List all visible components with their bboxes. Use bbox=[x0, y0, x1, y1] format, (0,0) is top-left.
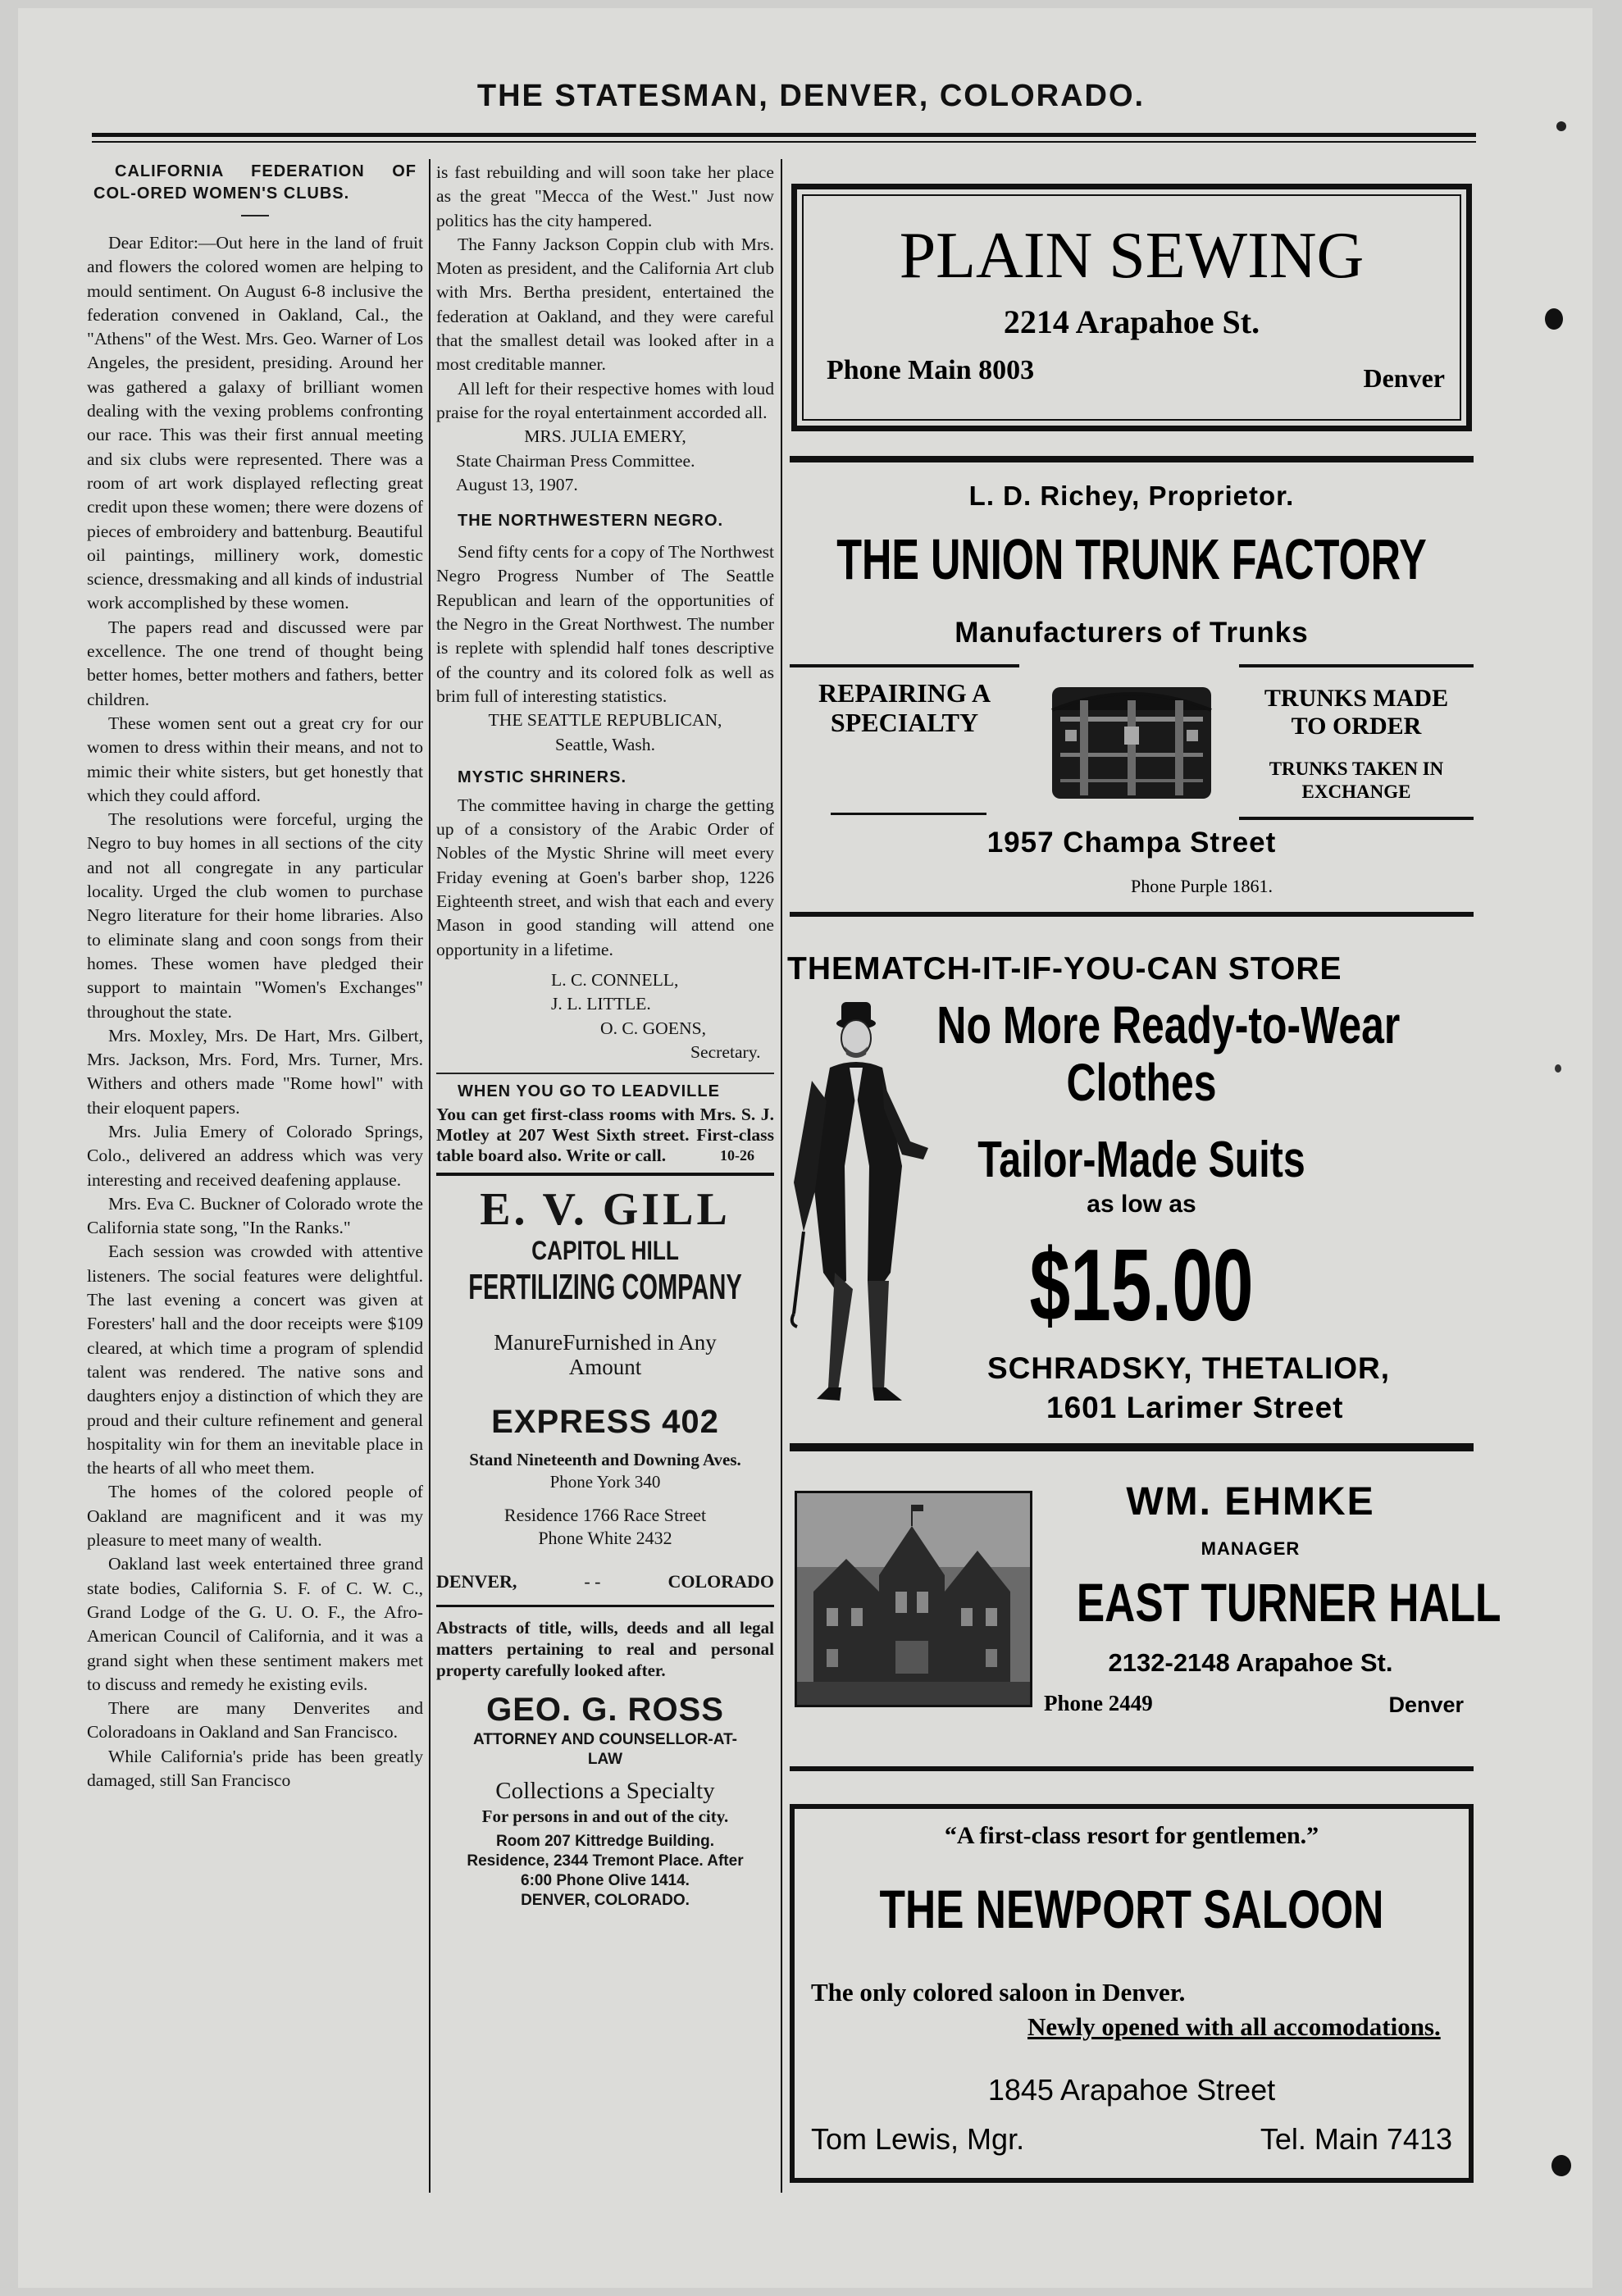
masthead: THE STATESMAN, DENVER, COLORADO. bbox=[476, 79, 1146, 113]
match-tailor-made: Tailor-Made Suits bbox=[977, 1132, 1305, 1188]
signature-date: August 13, 1907. bbox=[456, 474, 578, 494]
ad-match-store bbox=[786, 917, 1476, 1442]
trunk-phone: Phone Purple 1861. bbox=[1131, 876, 1273, 896]
ehmke-phone: Phone 2449 bbox=[1044, 1691, 1153, 1715]
ross-title: ATTORNEY AND COUNSELLOR-AT-LAW bbox=[473, 1731, 737, 1769]
sewing-title: PLAIN SEWING bbox=[899, 220, 1365, 292]
column-1 bbox=[87, 161, 423, 1793]
trunk-repairing-1: REPAIRING A bbox=[818, 678, 991, 708]
article-heading-shriners: MYSTIC SHRINERS. bbox=[458, 768, 627, 786]
gill-name: E. V. GILL bbox=[480, 1184, 731, 1236]
binding-hole bbox=[1555, 1064, 1561, 1073]
article-paragraph: The committee having in charge the getting up of a consistory of the Arabic Order of Nobles of the Mystic Shrine will meet every Friday evening at Goen's barber shop, 1226 Eighteenth street, and wish that each and every Mason in good standing will attend one opportunity in a lifetime. bbox=[436, 795, 774, 959]
article-paragraph: Mrs. Eva C. Buckner of Colorado wrote the California state song, "In the Ranks." bbox=[87, 1193, 423, 1238]
column-rule-2 bbox=[781, 159, 782, 2193]
article-paragraph: There are many Denverites and Coloradoans in Oakland and San Francisco. bbox=[87, 1698, 423, 1742]
newport-name: THE NEWPORT SALOON bbox=[879, 1879, 1384, 1939]
newport-quote: “A first-class resort for gentlemen.” bbox=[944, 1822, 1319, 1849]
signature-title: State Chairman Press Committee. bbox=[456, 450, 695, 471]
signature-place: Seattle, Wash. bbox=[554, 734, 655, 754]
gill-express: EXPRESS 402 bbox=[491, 1404, 719, 1441]
article-paragraph: The Fanny Jackson Coppin club with Mrs. Moten as president, and the California Art club with Mrs. Bertha president, entertained the federation at Oakland, and they were careful that the smallest detail was looked after in a most creditable manner. bbox=[436, 234, 774, 375]
ross-name: GEO. G. ROSS bbox=[486, 1692, 724, 1729]
ross-abstract: Abstracts of title, wills, deeds and all legal matters pertaining to real and personal property carefully looked after. bbox=[436, 1618, 774, 1681]
ad-union-trunk bbox=[790, 472, 1474, 907]
ehmke-hall: EAST TURNER HALL bbox=[1076, 1572, 1501, 1633]
trunk-taken-2: EXCHANGE bbox=[1301, 781, 1411, 802]
match-schradsky: SCHRADSKY, THETALIOR, bbox=[987, 1351, 1391, 1385]
binding-hole bbox=[1551, 2155, 1571, 2176]
newport-telephone: Tel. Main 7413 bbox=[1260, 2122, 1452, 2156]
article-paragraph: The homes of the colored people of Oakland are magnificent and it was my pleasure to meet many of wealth. bbox=[87, 1482, 423, 1551]
gill-stand: Stand Nineteenth and Downing Aves. bbox=[469, 1450, 741, 1470]
match-no-more: No More Ready-to-Wear bbox=[936, 995, 1401, 1055]
gill-state: COLORADO bbox=[667, 1571, 774, 1592]
match-title: THEMATCH-IT-IF-YOU-CAN STORE bbox=[787, 951, 1342, 986]
newport-manager: Tom Lewis, Mgr. bbox=[811, 2122, 1025, 2156]
ross-room: Room 207 Kittredge Building. bbox=[495, 1833, 715, 1851]
masthead-rule-thin bbox=[92, 141, 1476, 143]
article-paragraph: Oakland last week entertained three grand state bodies, California S. F. of C. W. C., Grand Lodge of the G. U. O. F., the Afro-American Council of California, and it was a grand sight when these sentiment makers met to discuss and remedy he existing evils. bbox=[87, 1554, 423, 1694]
signature-title: Secretary. bbox=[690, 1041, 761, 1062]
signature-name: J. L. LITTLE. bbox=[551, 994, 651, 1014]
trunk-made-1: TRUNKS MADE bbox=[1264, 685, 1449, 712]
sewing-city: Denver bbox=[1363, 363, 1445, 393]
ad-plain-sewing bbox=[791, 184, 1472, 431]
newport-newly-opened: Newly opened with all accomodations. bbox=[1027, 2012, 1441, 2041]
gill-manure-2: Amount bbox=[568, 1355, 642, 1380]
ross-collections: Collections a Specialty bbox=[495, 1778, 715, 1805]
match-clothes: Clothes bbox=[1066, 1053, 1217, 1112]
heading-dash bbox=[241, 215, 269, 216]
trunk-repairing-2: SPECIALTY bbox=[830, 708, 979, 737]
article-heading-california: CALIFORNIA FEDERATION OF COL-ORED WOMEN'S CLUBS. bbox=[93, 162, 417, 203]
ad-heading-leadville: WHEN YOU GO TO LEADVILLE bbox=[458, 1082, 720, 1101]
trunk-factory-name: THE UNION TRUNK FACTORY bbox=[836, 527, 1427, 591]
match-price: $15.00 bbox=[1029, 1229, 1254, 1342]
gill-phone-york: Phone York 340 bbox=[549, 1472, 661, 1492]
binding-hole bbox=[1545, 308, 1563, 330]
ad-divider bbox=[790, 456, 1474, 462]
column-2 bbox=[436, 161, 774, 1911]
ehmke-city: Denver bbox=[1388, 1692, 1464, 1717]
article-paragraph: Mrs. Julia Emery of Colorado Springs, Colo., delivered an address which was very interesting and received deafening applause. bbox=[87, 1121, 423, 1190]
ad-divider bbox=[790, 1443, 1474, 1451]
article-continued: is fast rebuilding and will soon take her place as the great "Mecca of the West." Just now politics has the city hampered. bbox=[436, 162, 774, 230]
masthead-rule bbox=[92, 133, 1476, 137]
article-paragraph: While California's pride has been greatly damaged, still San Francisco bbox=[87, 1746, 423, 1790]
article-heading-northwestern: THE NORTHWESTERN NEGRO. bbox=[458, 512, 724, 531]
article-paragraph: All left for their respective homes with loud praise for the royal entertainment accorded all. bbox=[436, 378, 774, 422]
gill-capitol-hill: CAPITOL HILL bbox=[531, 1236, 679, 1266]
ehmke-address: 2132-2148 Arapahoe St. bbox=[1108, 1648, 1393, 1677]
ad-divider bbox=[790, 1766, 1474, 1771]
ehmke-name: WM. EHMKE bbox=[1126, 1480, 1375, 1524]
trunk-taken-1: TRUNKS TAKEN IN bbox=[1269, 758, 1444, 779]
trunk-made-2: TO ORDER bbox=[1291, 713, 1422, 740]
ad-ross bbox=[436, 1617, 774, 1911]
binding-hole bbox=[1556, 121, 1566, 131]
signature-name: L. C. CONNELL, bbox=[551, 969, 679, 990]
ross-for: For persons in and out of the city. bbox=[481, 1806, 729, 1827]
signature-name: O. C. GOENS, bbox=[600, 1018, 706, 1038]
sewing-phone: Phone Main 8003 bbox=[827, 355, 1035, 385]
section-rule bbox=[436, 1605, 774, 1607]
gill-city: DENVER, bbox=[436, 1571, 517, 1592]
gill-residence: Residence 1766 Race Street bbox=[503, 1505, 707, 1526]
signature-name: THE SEATTLE REPUBLICAN, bbox=[488, 710, 722, 731]
ross-residence: Residence, 2344 Tremont Place. After bbox=[467, 1852, 744, 1870]
ad-body-leadville: You can get first-class rooms with Mrs. S. J. Motley at 207 West Sixth street. First-class table board also. Write or call. bbox=[436, 1105, 774, 1166]
sewing-address: 2214 Arapahoe St. bbox=[1003, 303, 1260, 340]
article-paragraph: Send fifty cents for a copy of The Northwest Negro Progress Number of The Seattle Republican and learn of the opportunities of the Negro in the Great Northwest. The number is replete with splendid half tones descriptive of the country and its colored folk as well as brim full of interesting statistics. bbox=[436, 542, 774, 706]
trunk-manufacturers: Manufacturers of Trunks bbox=[955, 617, 1309, 649]
ad-gill bbox=[436, 1184, 774, 1593]
trunk-illustration-icon bbox=[1049, 677, 1214, 802]
column-rule-1 bbox=[429, 159, 431, 2193]
article-paragraph: The papers read and discussed were par excellence. The one trend of thought being better homes, better mothers and fathers, better children. bbox=[87, 617, 423, 709]
article-paragraph: Mrs. Moxley, Mrs. De Hart, Mrs. Gilbert, Mrs. Jackson, Mrs. Ford, Mrs. Turner, Mrs. Withers and others made "Rome howl" with their eloquent papers. bbox=[87, 1025, 423, 1118]
ad-east-turner-hall bbox=[790, 1453, 1501, 1765]
ehmke-manager: MANAGER bbox=[1201, 1538, 1301, 1559]
match-as-low-as: as low as bbox=[1087, 1191, 1196, 1218]
newport-address: 1845 Arapahoe Street bbox=[987, 2073, 1276, 2107]
section-rule bbox=[436, 1073, 774, 1074]
article-paragraph: The resolutions were forceful, urging the Negro to buy homes in all sections of the city and not all congregate in any particular locality. Urged the club women to purchase Negro literature for their home libraries. Also to eliminate slang and coon songs from their homes. These women have pledged their support to maintain "Women's Exchanges" throughout the state. bbox=[87, 809, 423, 1022]
trunk-rule-right-bottom bbox=[1239, 817, 1474, 820]
gill-phone-white: Phone White 2432 bbox=[538, 1528, 672, 1549]
trunk-address: 1957 Champa Street bbox=[986, 827, 1277, 859]
gill-city-line bbox=[436, 1569, 774, 1593]
ad-newport-saloon bbox=[790, 1804, 1474, 2183]
hall-building-illustration-icon bbox=[795, 1491, 1032, 1707]
article-paragraph: Dear Editor:—Out here in the land of fruit and flowers the colored women are helping to mould sentiment. On August 6-8 inclusive the federation convened in Oakland, Cal., the "Athens" of the West. Mrs. Geo. Warner of Los Angeles, the president, presiding. Around her was gathered a galaxy of brilliant women dealing with the vexing problems confronting our race. This was their first annual meeting and six clubs were represented. There was a room of art work displayed reflecting great credit upon these women; there were dozens of pieces of embroidery and battenburg. Beautiful oil paintings, millinery work, domestic science, dressmaking and all kinds of industrial work accomplished by these women. bbox=[87, 233, 423, 613]
section-rule bbox=[436, 1173, 774, 1176]
trunk-rule-right bbox=[1239, 664, 1474, 667]
signature-name: MRS. JULIA EMERY, bbox=[524, 426, 686, 447]
gill-manure-1: ManureFurnished in Any bbox=[494, 1330, 717, 1355]
article-paragraph: These women sent out a great cry for our women to dress within their means, and not to mimic their white sisters, but get honestly that which they could afford. bbox=[87, 713, 423, 805]
ross-city: DENVER, COLORADO. bbox=[521, 1892, 690, 1910]
trunk-rule-left-bottom bbox=[831, 813, 986, 815]
match-address: 1601 Larimer Street bbox=[1046, 1391, 1344, 1424]
ross-phone: 6:00 Phone Olive 1414. bbox=[521, 1872, 690, 1890]
trunk-rule-left bbox=[790, 664, 1019, 667]
newport-only-colored: The only colored saloon in Denver. bbox=[811, 1978, 1186, 2007]
ad-code: 10-26 bbox=[720, 1147, 754, 1164]
gill-company: FERTILIZING COMPANY bbox=[468, 1267, 742, 1308]
article-paragraph: Each session was crowded with attentive listeners. The social features were delightful. The last evening a concert was given at Foresters' hall and the door receipts were $109 cleared, at which time a program of splendid talent was rendered. The native sons and daughters enjoy a distinction of which they are proud and their culture refinement and general hospitality win for them an inevitable place in the hearts of all who meet them. bbox=[87, 1241, 423, 1478]
gill-dash: - - bbox=[584, 1571, 601, 1592]
trunk-proprietor: L. D. Richey, Proprietor. bbox=[968, 481, 1295, 511]
